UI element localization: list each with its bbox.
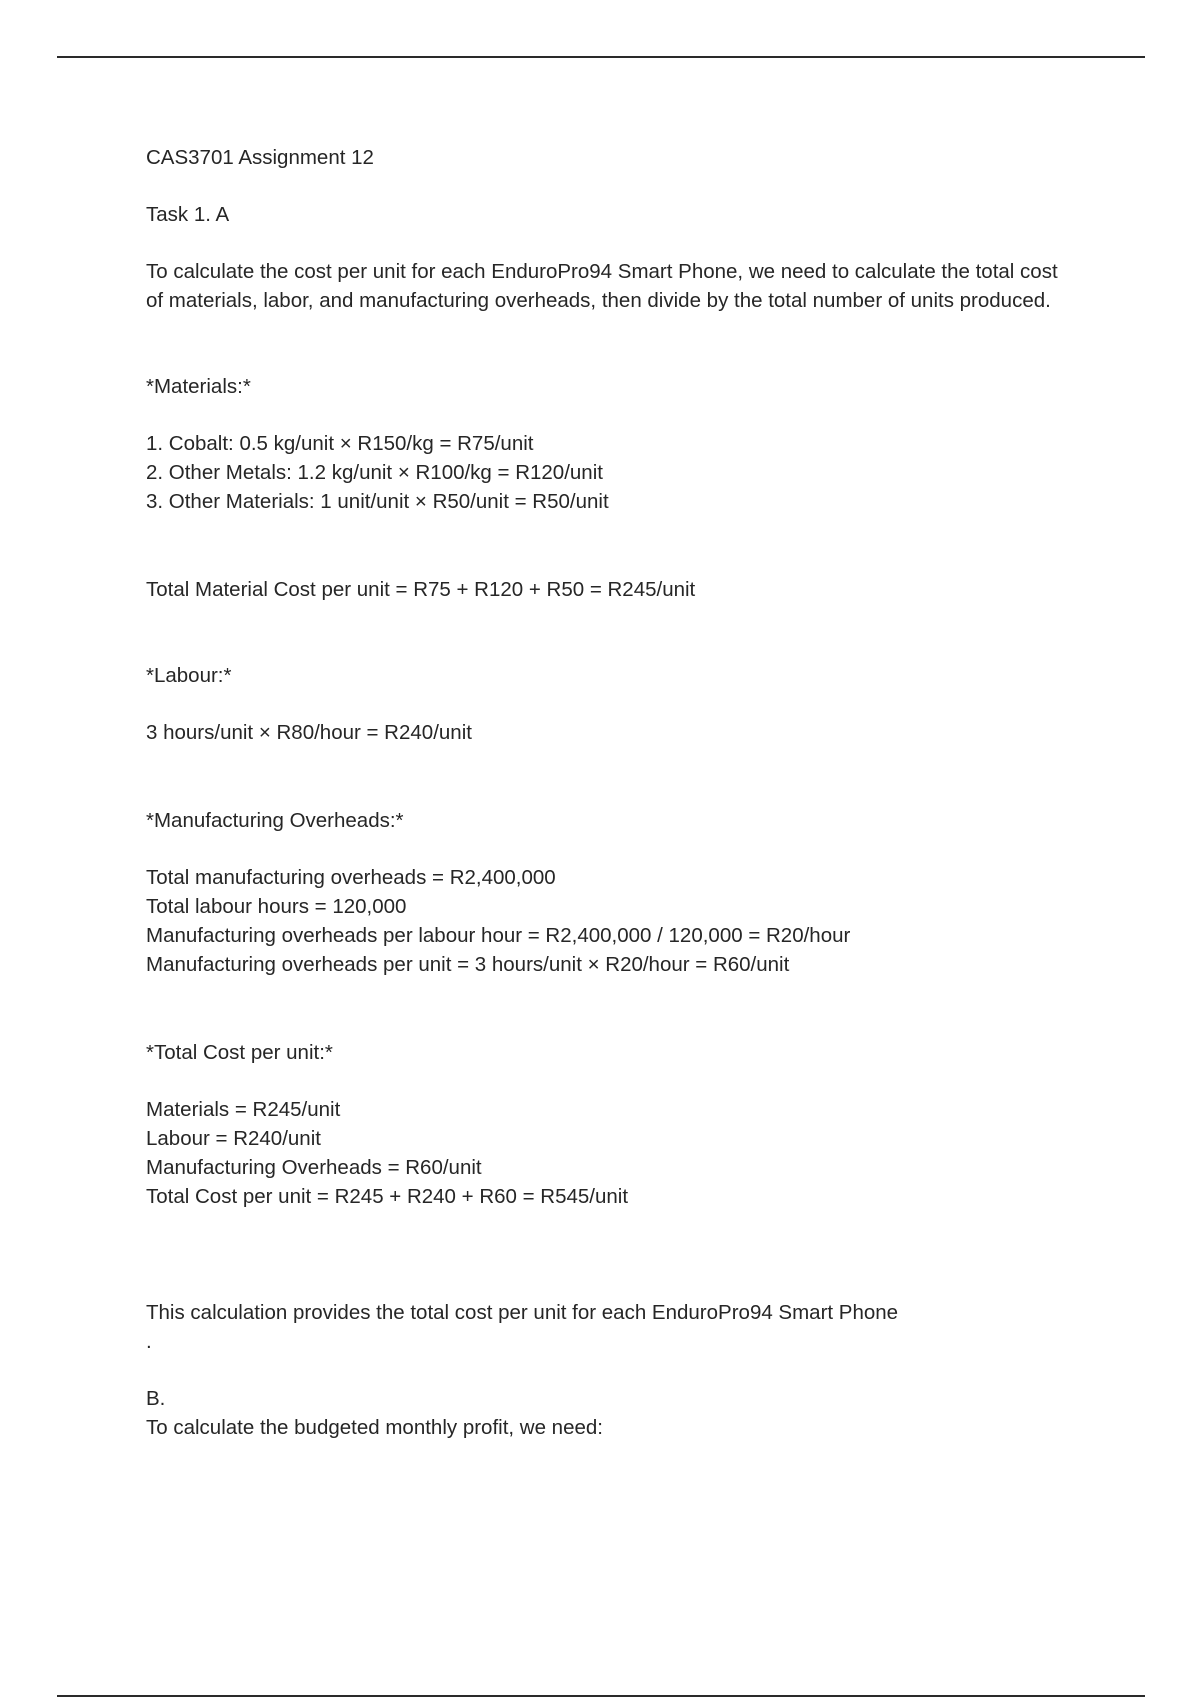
overheads-line: Manufacturing overheads per unit = 3 hours/unit × R20/hour = R60/unit (146, 953, 790, 976)
footer-rule (57, 1695, 1145, 1697)
labour-heading: *Labour:* (146, 664, 232, 687)
document-body (146, 143, 1066, 1442)
part-b-label: B. (146, 1387, 166, 1410)
document-title: CAS3701 Assignment 12 (146, 146, 374, 169)
materials-total: Total Material Cost per unit = R75 + R120 + R50 = R245/unit (146, 578, 696, 601)
overheads-line: Total labour hours = 120,000 (146, 895, 407, 918)
materials-item: 2. Other Metals: 1.2 kg/unit × R100/kg = R120/unit (146, 461, 603, 484)
task-heading: Task 1. A (146, 203, 230, 226)
total-cost-line: Materials = R245/unit (146, 1098, 341, 1121)
intro-paragraph: To calculate the cost per unit for each EnduroPro94 Smart Phone, we need to calculate the total cost of materials, labor, and manufacturing overheads, then divide by the total number of units produced. (146, 260, 1064, 312)
materials-heading: *Materials:* (146, 375, 251, 398)
conclusion-paragraph: This calculation provides the total cost per unit for each EnduroPro94 Smart Phone (146, 1301, 899, 1324)
overheads-heading: *Manufacturing Overheads:* (146, 809, 404, 832)
part-b-intro: To calculate the budgeted monthly profit, we need: (146, 1416, 603, 1439)
labour-line: 3 hours/unit × R80/hour = R240/unit (146, 721, 472, 744)
total-cost-line: Total Cost per unit = R245 + R240 + R60 = R545/unit (146, 1185, 629, 1208)
conclusion-period: . (146, 1330, 152, 1353)
materials-item: 1. Cobalt: 0.5 kg/unit × R150/kg = R75/unit (146, 432, 534, 455)
total-cost-line: Manufacturing Overheads = R60/unit (146, 1156, 482, 1179)
total-cost-line: Labour = R240/unit (146, 1127, 321, 1150)
materials-item: 3. Other Materials: 1 unit/unit × R50/unit = R50/unit (146, 490, 609, 513)
overheads-line: Manufacturing overheads per labour hour = R2,400,000 / 120,000 = R20/hour (146, 924, 851, 947)
total-cost-heading: *Total Cost per unit:* (146, 1041, 333, 1064)
overheads-line: Total manufacturing overheads = R2,400,000 (146, 866, 556, 889)
header-rule (57, 56, 1145, 58)
